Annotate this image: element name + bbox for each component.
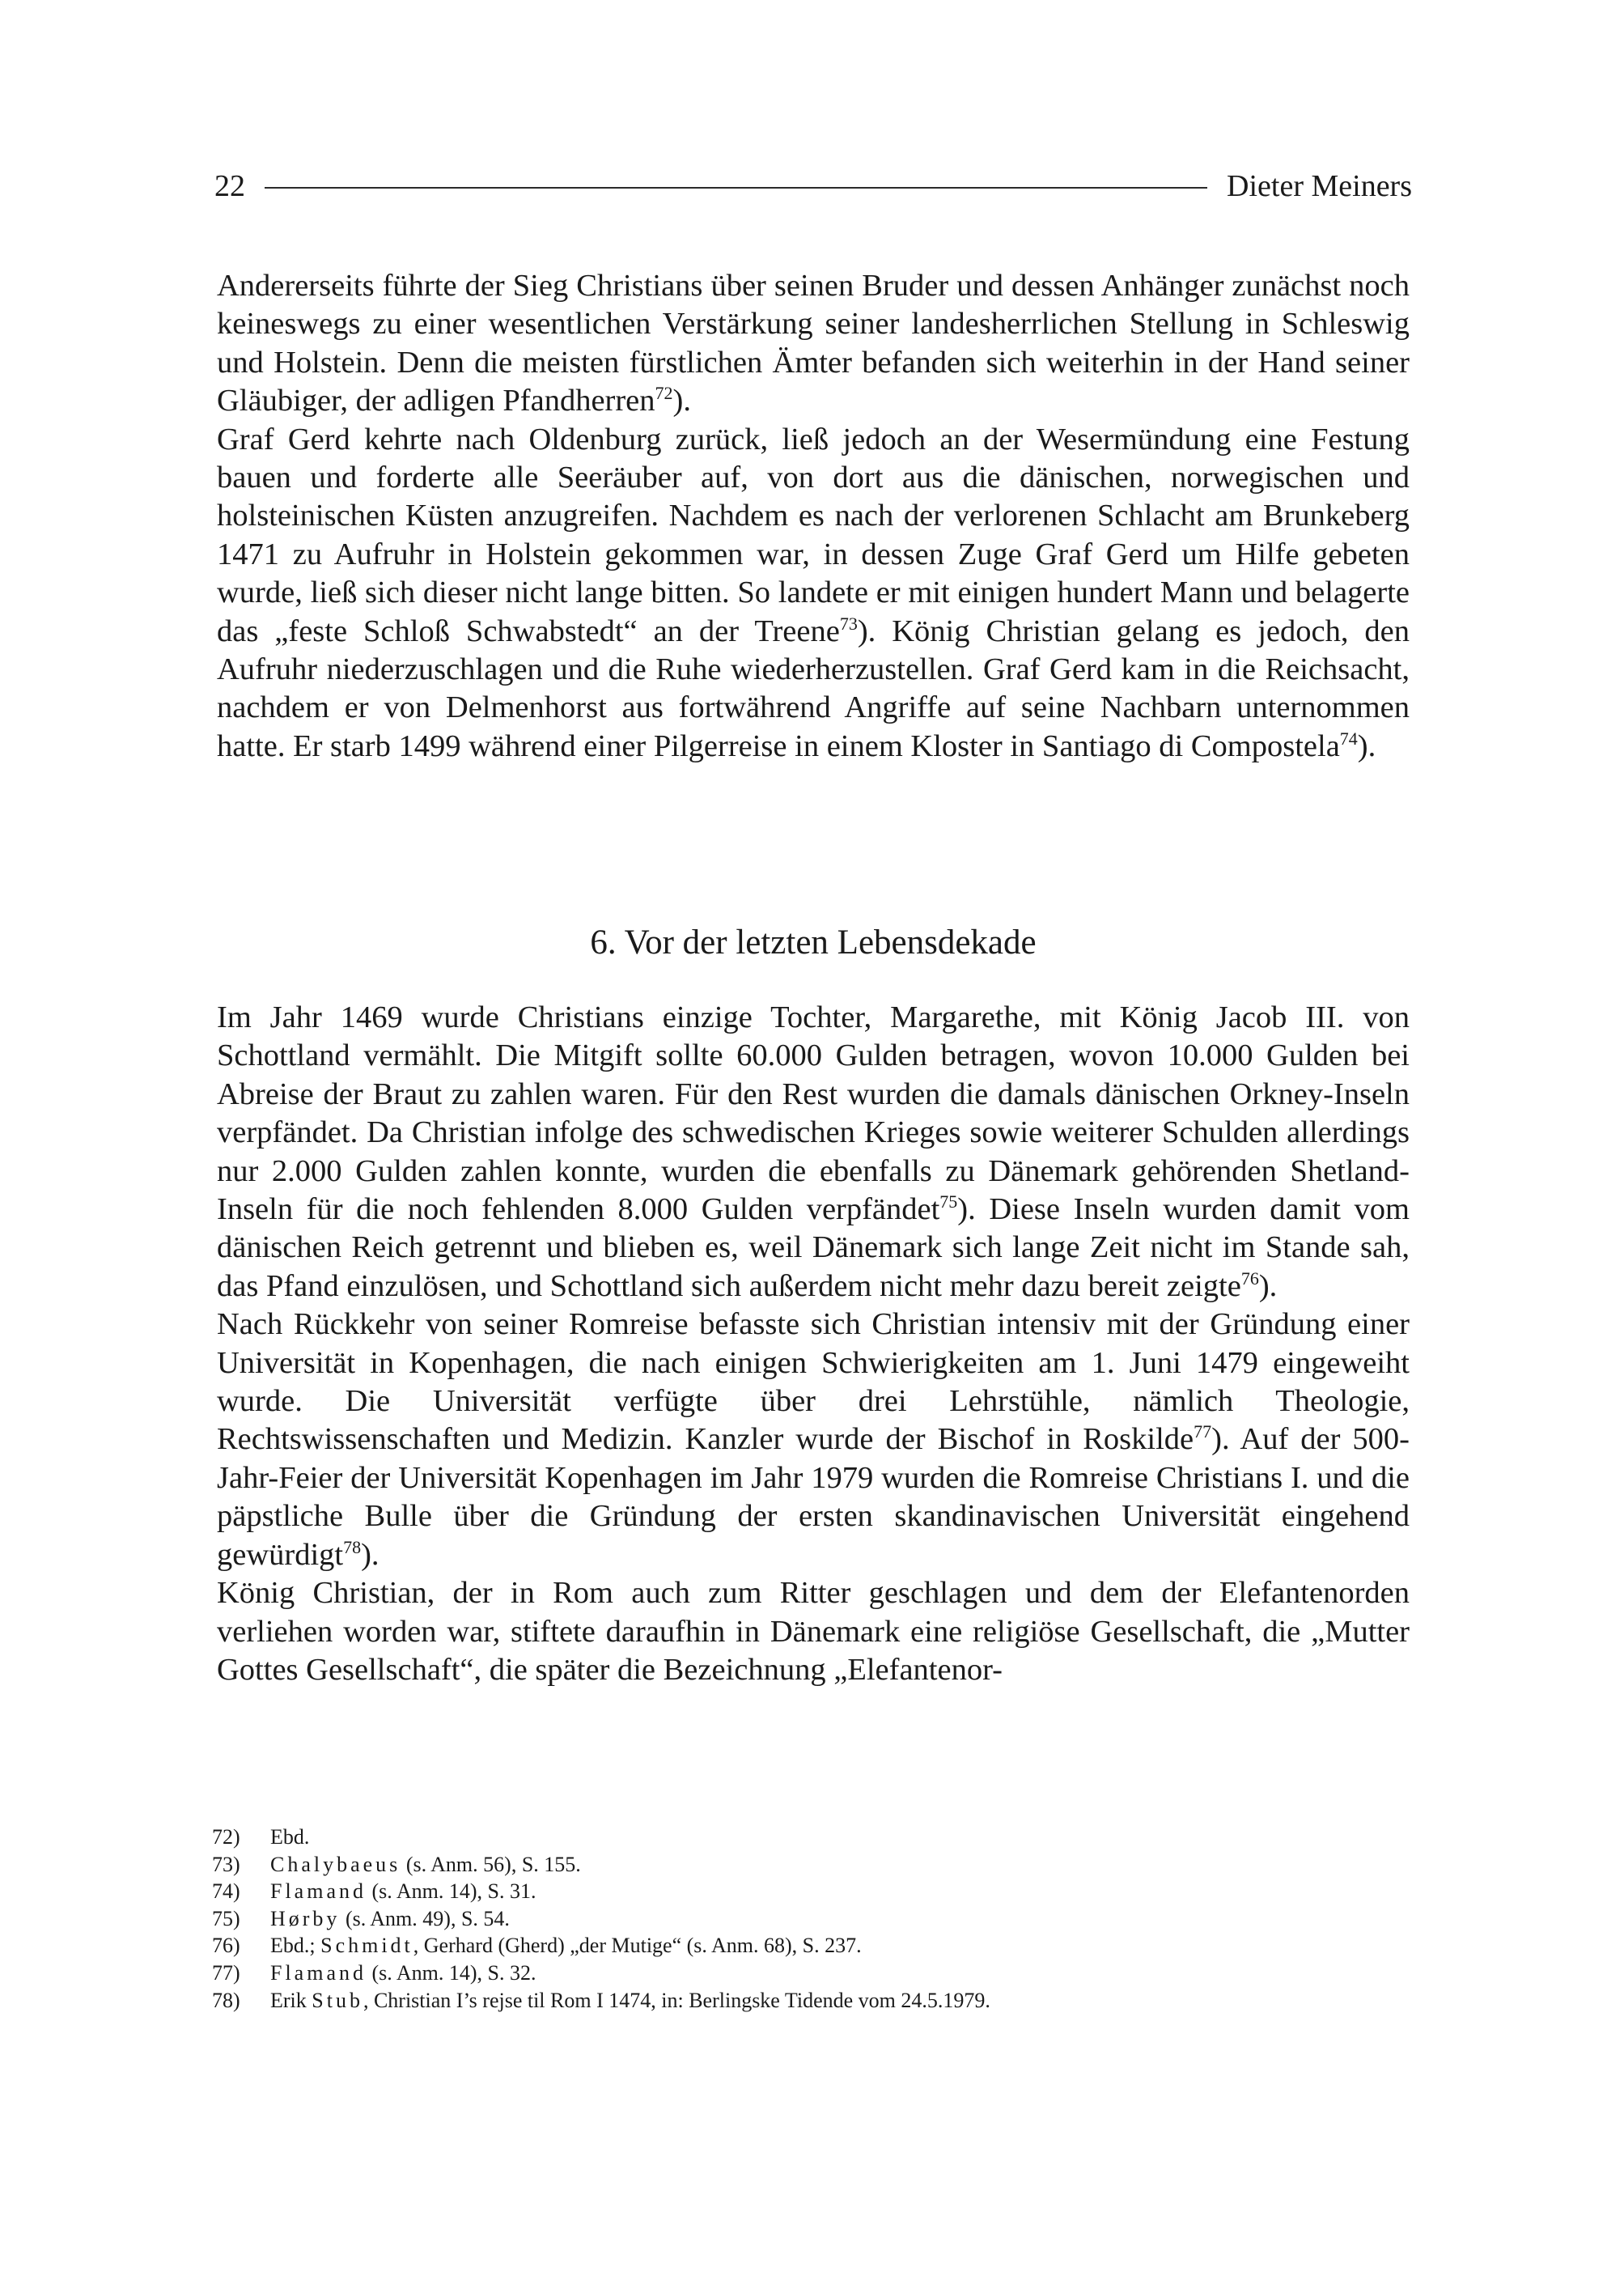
- footnote-72: [212, 1824, 1410, 1851]
- footnote-text: , Gerhard (Gherd) „der Mutige“ (s. Anm. 68), S. 237.: [413, 1934, 862, 1958]
- paragraph-text: ). König Christian gelang es jedoch, den Aufruhr niederzuschlagen und die Ruhe wiederherzustellen. Graf Gerd kam in die Reichsacht, nachdem er von Delmenhorst aus fortwährend Angriffe auf seine Nachbarn unternommen hatte. Er starb 1499 während einer Pilgerreise in einem Kloster in Santiago di Compostela: [217, 614, 1410, 763]
- footnote-number: 75): [212, 1906, 240, 1930]
- paragraph: [217, 999, 1410, 1306]
- footnote-author: Stub: [312, 1988, 363, 2012]
- footnote-author: Schmidt: [320, 1934, 413, 1958]
- paragraph: [217, 1306, 1410, 1574]
- footnote-text: (s. Anm. 49), S. 54.: [340, 1906, 510, 1930]
- footnote-74: [212, 1878, 1410, 1905]
- footnote-number: 73): [212, 1852, 240, 1876]
- footnote-text: (s. Anm. 14), S. 32.: [367, 1960, 536, 1985]
- paragraph-text: ).: [361, 1537, 379, 1572]
- paragraph: [217, 1574, 1410, 1689]
- footnote-text: Ebd.;: [270, 1934, 321, 1958]
- footnote-author: Flamand: [270, 1879, 367, 1904]
- paragraph-text: ).: [1357, 728, 1376, 763]
- footnote-ref-72: 72: [655, 383, 673, 404]
- footnote-author: Flamand: [270, 1960, 367, 1985]
- header-rule: [265, 187, 1207, 189]
- footnote-text: (s. Anm. 14), S. 31.: [367, 1879, 536, 1904]
- footnote-number: 76): [212, 1934, 240, 1958]
- footnote-75: [212, 1905, 1410, 1933]
- running-head: [214, 166, 1412, 206]
- footnote-77: [212, 1960, 1410, 1987]
- footnote-76: [212, 1932, 1410, 1960]
- footnote-ref-78: 78: [343, 1536, 362, 1557]
- footnote-number: 74): [212, 1879, 240, 1904]
- footnote-text: (s. Anm. 56), S. 155.: [401, 1852, 581, 1876]
- section-heading: 6. Vor der letzten Lebensdekade: [590, 924, 1037, 962]
- paragraph-text: Im Jahr 1469 wurde Christians einzige Tochter, Margarethe, mit König Jacob III. von Schottland vermählt. Die Mitgift sollte 60.000 Gulden betragen, wovon 10.000 Gulden bei Abreise der Braut zu zahlen waren. Für den Rest wurden die damals dänischen Orkney-Inseln verpfändet. Da Christian infolge des schwedischen Krieges sowie weiterer Schulden allerdings nur 2.000 Gulden zahlen konnte, wurden die ebenfalls zu Dänemark gehörenden Shetland-Inseln für die noch fehlenden 8.000 Gulden verpfändet: [217, 1000, 1410, 1227]
- running-head-author: Dieter Meiners: [1227, 169, 1412, 203]
- paragraph-text: ).: [1258, 1268, 1278, 1303]
- paragraph-text: Nach Rückkehr von seiner Romreise befasste sich Christian intensiv mit der Gründung einer Universität in Kopenhagen, die nach einigen Schwierigkeiten am 1. Juni 1479 eingeweiht wurde. Die Universität verfügte über drei Lehrstühle, nämlich Theologie, Rechtswissenschaften und Medizin. Kanzler wurde der Bischof in Roskilde: [217, 1307, 1410, 1457]
- footnotes: [212, 1824, 1410, 2014]
- page-number: 22: [214, 169, 245, 203]
- footnote-ref-76: 76: [1240, 1268, 1259, 1289]
- footnote-ref-75: 75: [939, 1191, 958, 1212]
- footnote-number: 72): [212, 1825, 240, 1849]
- paragraph-text: ).: [672, 384, 691, 418]
- paragraph: [217, 421, 1410, 766]
- footnote-ref-74: 74: [1339, 728, 1358, 749]
- body-text-block-1: [217, 267, 1410, 766]
- footnote-number: 78): [212, 1988, 240, 2012]
- paragraph-text: Graf Gerd kehrte nach Oldenburg zurück, ließ jedoch an der Wesermündung eine Festung bauen und forderte alle Seeräuber auf, von dort aus die dänischen, norwegischen und holsteinischen Küsten anzugreifen. Nachdem es nach der verlorenen Schlacht am Brunkeberg 1471 zu Aufruhr in Holstein gekommen war, in dessen Zuge Graf Gerd um Hilfe gebeten wurde, ließ sich dieser nicht lange bitten. So landete er mit einigen hundert Mann und belagerte das „feste Schloß Schwabstedt“ an der Treene: [217, 422, 1410, 648]
- footnote-73: [212, 1851, 1410, 1879]
- footnote-text: , Christian I’s rejse til Rom I 1474, in: Berlingske Tidende vom 24.5.1979.: [363, 1988, 990, 2012]
- paragraph-text: ). Diese Inseln wurden damit vom dänischen Reich getrennt und blieben es, weil Dänemark sich lange Zeit nicht im Stande sah, das Pfand einzulösen, und Schottland sich außerdem nicht mehr dazu bereit zeigte: [217, 1192, 1410, 1303]
- body-text-block-2: [217, 999, 1410, 1689]
- footnote-author: Chalybaeus: [270, 1852, 401, 1876]
- footnote-number: 77): [212, 1960, 240, 1985]
- paragraph-text: ). Auf der 500-Jahr-Feier der Universität Kopenhagen im Jahr 1979 wurden die Romreise Christians I. und die päpstliche Bulle über die Gründung der ersten skandinavischen Universität eingehend gewürdigt: [217, 1422, 1410, 1572]
- footnote-text: Erik: [270, 1988, 312, 2012]
- footnote-author: Hørby: [270, 1906, 341, 1930]
- paragraph-text: Andererseits führte der Sieg Christians über seinen Bruder und dessen Anhänger zunächst noch keineswegs zu einer wesentlichen Verstärkung seiner landesherrlichen Stellung in Schleswig und Holstein. Denn die meisten fürstlichen Ämter befanden sich weiterhin in der Hand seiner Gläubiger, der adligen Pfandherren: [217, 269, 1410, 418]
- paragraph: [217, 267, 1410, 421]
- footnote-ref-77: 77: [1194, 1421, 1212, 1442]
- footnote-78: [212, 1987, 1410, 2015]
- paragraph-text: König Christian, der in Rom auch zum Ritter geschlagen und dem der Elefantenorden verliehen worden war, stiftete daraufhin in Dänemark eine religiöse Gesellschaft, die „Mutter Gottes Gesellschaft“, die später die Bezeichnung „Elefantenor-: [217, 1576, 1410, 1687]
- footnote-text: Ebd.: [270, 1825, 310, 1849]
- footnote-ref-73: 73: [839, 613, 858, 634]
